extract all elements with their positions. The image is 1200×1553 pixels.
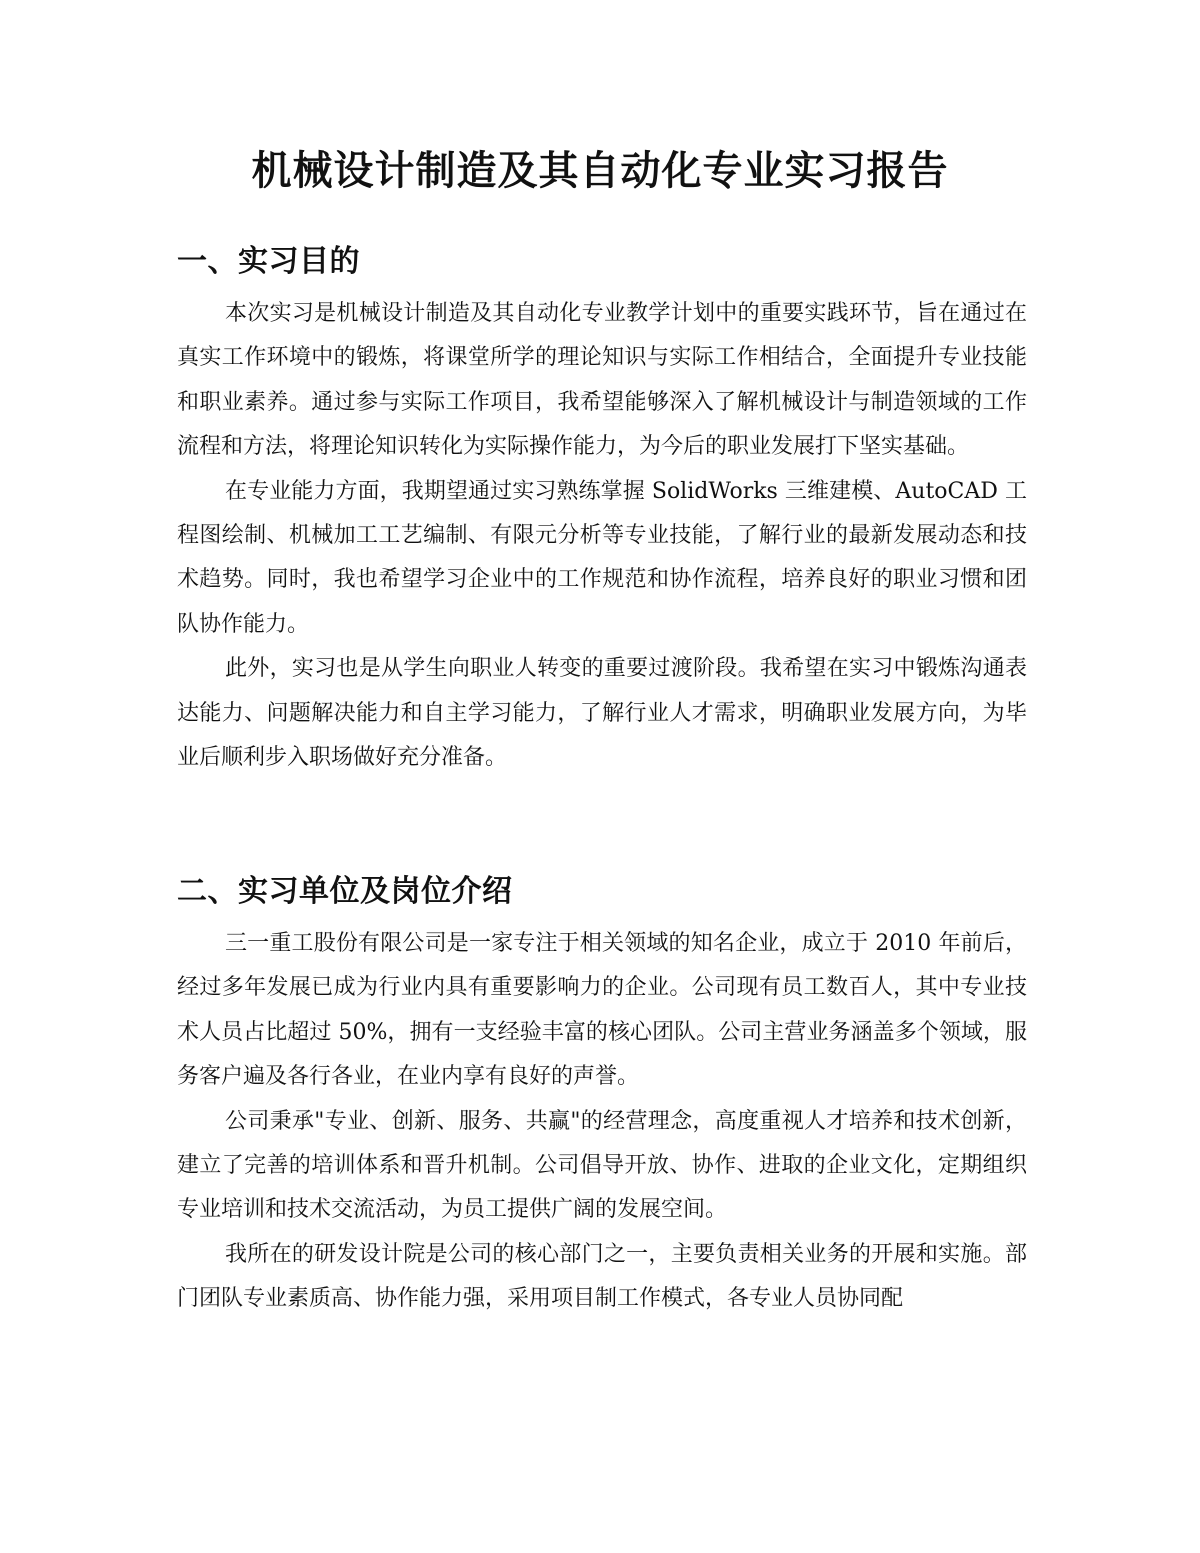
paragraph: 在专业能力方面，我期望通过实习熟练掌握 SolidWorks 三维建模、AutoCAD 工程图绘制、机械加工工艺编制、有限元分析等专业技能，了解行业的最新发展动态和技术趋势。同时，我也希望学习企业中的工作规范和协作流程，培养良好的职业习惯和团队协作能力。 [177, 478, 1027, 637]
section-heading: 二、实习单位及岗位介绍 [177, 874, 513, 909]
paragraph: 本次实习是机械设计制造及其自动化专业教学计划中的重要实践环节，旨在通过在真实工作环境中的锻炼，将课堂所学的理论知识与实际工作相结合，全面提升专业技能和职业素养。通过参与实际工作项目，我希望能够深入了解机械设计与制造领域的工作流程和方法，将理论知识转化为实际操作能力，为今后的职业发展打下坚实基础。 [177, 301, 1027, 460]
section-heading: 一、实习目的 [177, 244, 360, 279]
paragraph: 我所在的研发设计院是公司的核心部门之一，主要负责相关业务的开展和实施。部门团队专业素质高、协作能力强，采用项目制工作模式，各专业人员协同配 [177, 1241, 1027, 1312]
paragraph: 三一重工股份有限公司是一家专注于相关领域的知名企业，成立于 2010 年前后，经过多年发展已成为行业内具有重要影响力的企业。公司现有员工数百人，其中专业技术人员占比超过 50%，拥有一支经验丰富的核心团队。公司主营业务涵盖多个领域，服务客户遍及各行各业，在业内享有良好的声誉。 [177, 931, 1027, 1090]
paragraph: 公司秉承"专业、创新、服务、共赢"的经营理念，高度重视人才培养和技术创新，建立了完善的培训体系和晋升机制。公司倡导开放、协作、进取的企业文化，定期组织专业培训和技术交流活动，为员工提供广阔的发展空间。 [177, 1108, 1027, 1223]
document-title: 机械设计制造及其自动化专业实习报告 [251, 148, 949, 194]
section-internship-purpose [177, 240, 1027, 780]
section-company-and-position [177, 870, 1027, 1322]
paragraph: 此外，实习也是从学生向职业人转变的重要过渡阶段。我希望在实习中锻炼沟通表达能力、问题解决能力和自主学习能力，了解行业人才需求，明确职业发展方向，为毕业后顺利步入职场做好充分准备。 [177, 656, 1027, 771]
